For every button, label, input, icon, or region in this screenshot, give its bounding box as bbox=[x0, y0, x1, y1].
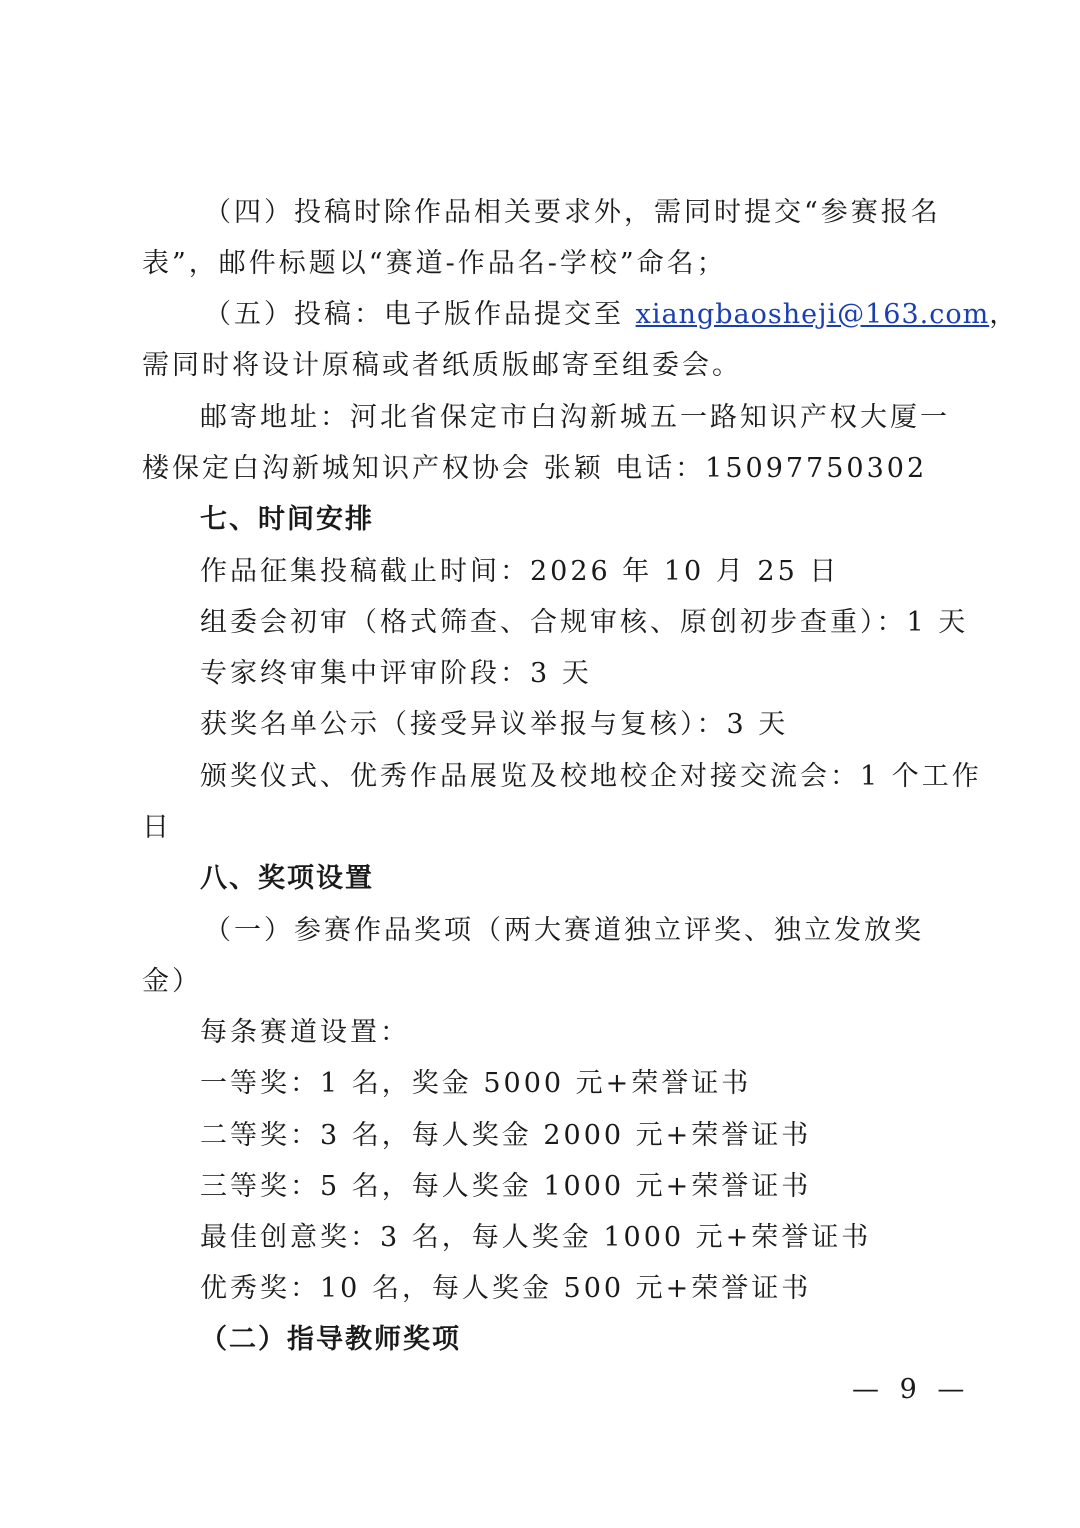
awards-intro: 每条赛道设置： bbox=[200, 1017, 410, 1048]
address-line2: 楼保定白沟新城知识产权协会 张颖 电话：15097750302 bbox=[142, 453, 928, 484]
schedule-expert-review: 专家终审集中评审阶段：3 天 bbox=[200, 658, 592, 689]
award-excellence: 优秀奖：10 名，每人奖金 500 元+荣誉证书 bbox=[200, 1273, 812, 1304]
address-line1: 邮寄地址：河北省保定市白沟新城五一路知识产权大厦一 bbox=[200, 402, 950, 433]
award-best-creative: 最佳创意奖：3 名，每人奖金 1000 元+荣誉证书 bbox=[200, 1222, 872, 1253]
awards-sub1-line1: （一）参赛作品奖项（两大赛道独立评奖、独立发放奖 bbox=[204, 915, 924, 946]
item5-line2: 需同时将设计原稿或者纸质版邮寄至组委会。 bbox=[142, 350, 742, 381]
item5-prefix: （五）投稿：电子版作品提交至 bbox=[204, 299, 636, 330]
page-number: — 9 — bbox=[852, 1374, 971, 1405]
item4-line1: （四）投稿时除作品相关要求外，需同时提交“参赛报名 bbox=[204, 197, 941, 228]
schedule-ceremony-line1: 颁奖仪式、优秀作品展览及校地校企对接交流会：1 个工作 bbox=[200, 761, 982, 792]
section-heading-awards: 八、奖项设置 bbox=[200, 863, 374, 894]
schedule-deadline: 作品征集投稿截止时间：2026 年 10 月 25 日 bbox=[200, 556, 840, 587]
schedule-initial-review: 组委会初审（格式筛查、合规审核、原创初步查重）：1 天 bbox=[200, 607, 969, 638]
schedule-publicity: 获奖名单公示（接受异议举报与复核）：3 天 bbox=[200, 709, 789, 740]
awards-sub2-heading: （二）指导教师奖项 bbox=[200, 1324, 461, 1355]
submission-email-link[interactable]: xiangbaosheji@163.com bbox=[635, 299, 990, 330]
award-second-prize: 二等奖：3 名，每人奖金 2000 元+荣誉证书 bbox=[200, 1120, 812, 1151]
item5-line1 bbox=[204, 298, 1019, 332]
item5-suffix: ， bbox=[989, 299, 1020, 330]
award-third-prize: 三等奖：5 名，每人奖金 1000 元+荣誉证书 bbox=[200, 1171, 812, 1202]
item4-line2: 表”，邮件标题以“赛道-作品名-学校”命名； bbox=[142, 248, 727, 279]
section-heading-schedule: 七、时间安排 bbox=[200, 504, 374, 535]
awards-sub1-line2: 金） bbox=[142, 966, 202, 997]
schedule-ceremony-line2: 日 bbox=[142, 812, 172, 843]
award-first-prize: 一等奖：1 名，奖金 5000 元+荣誉证书 bbox=[200, 1068, 752, 1099]
